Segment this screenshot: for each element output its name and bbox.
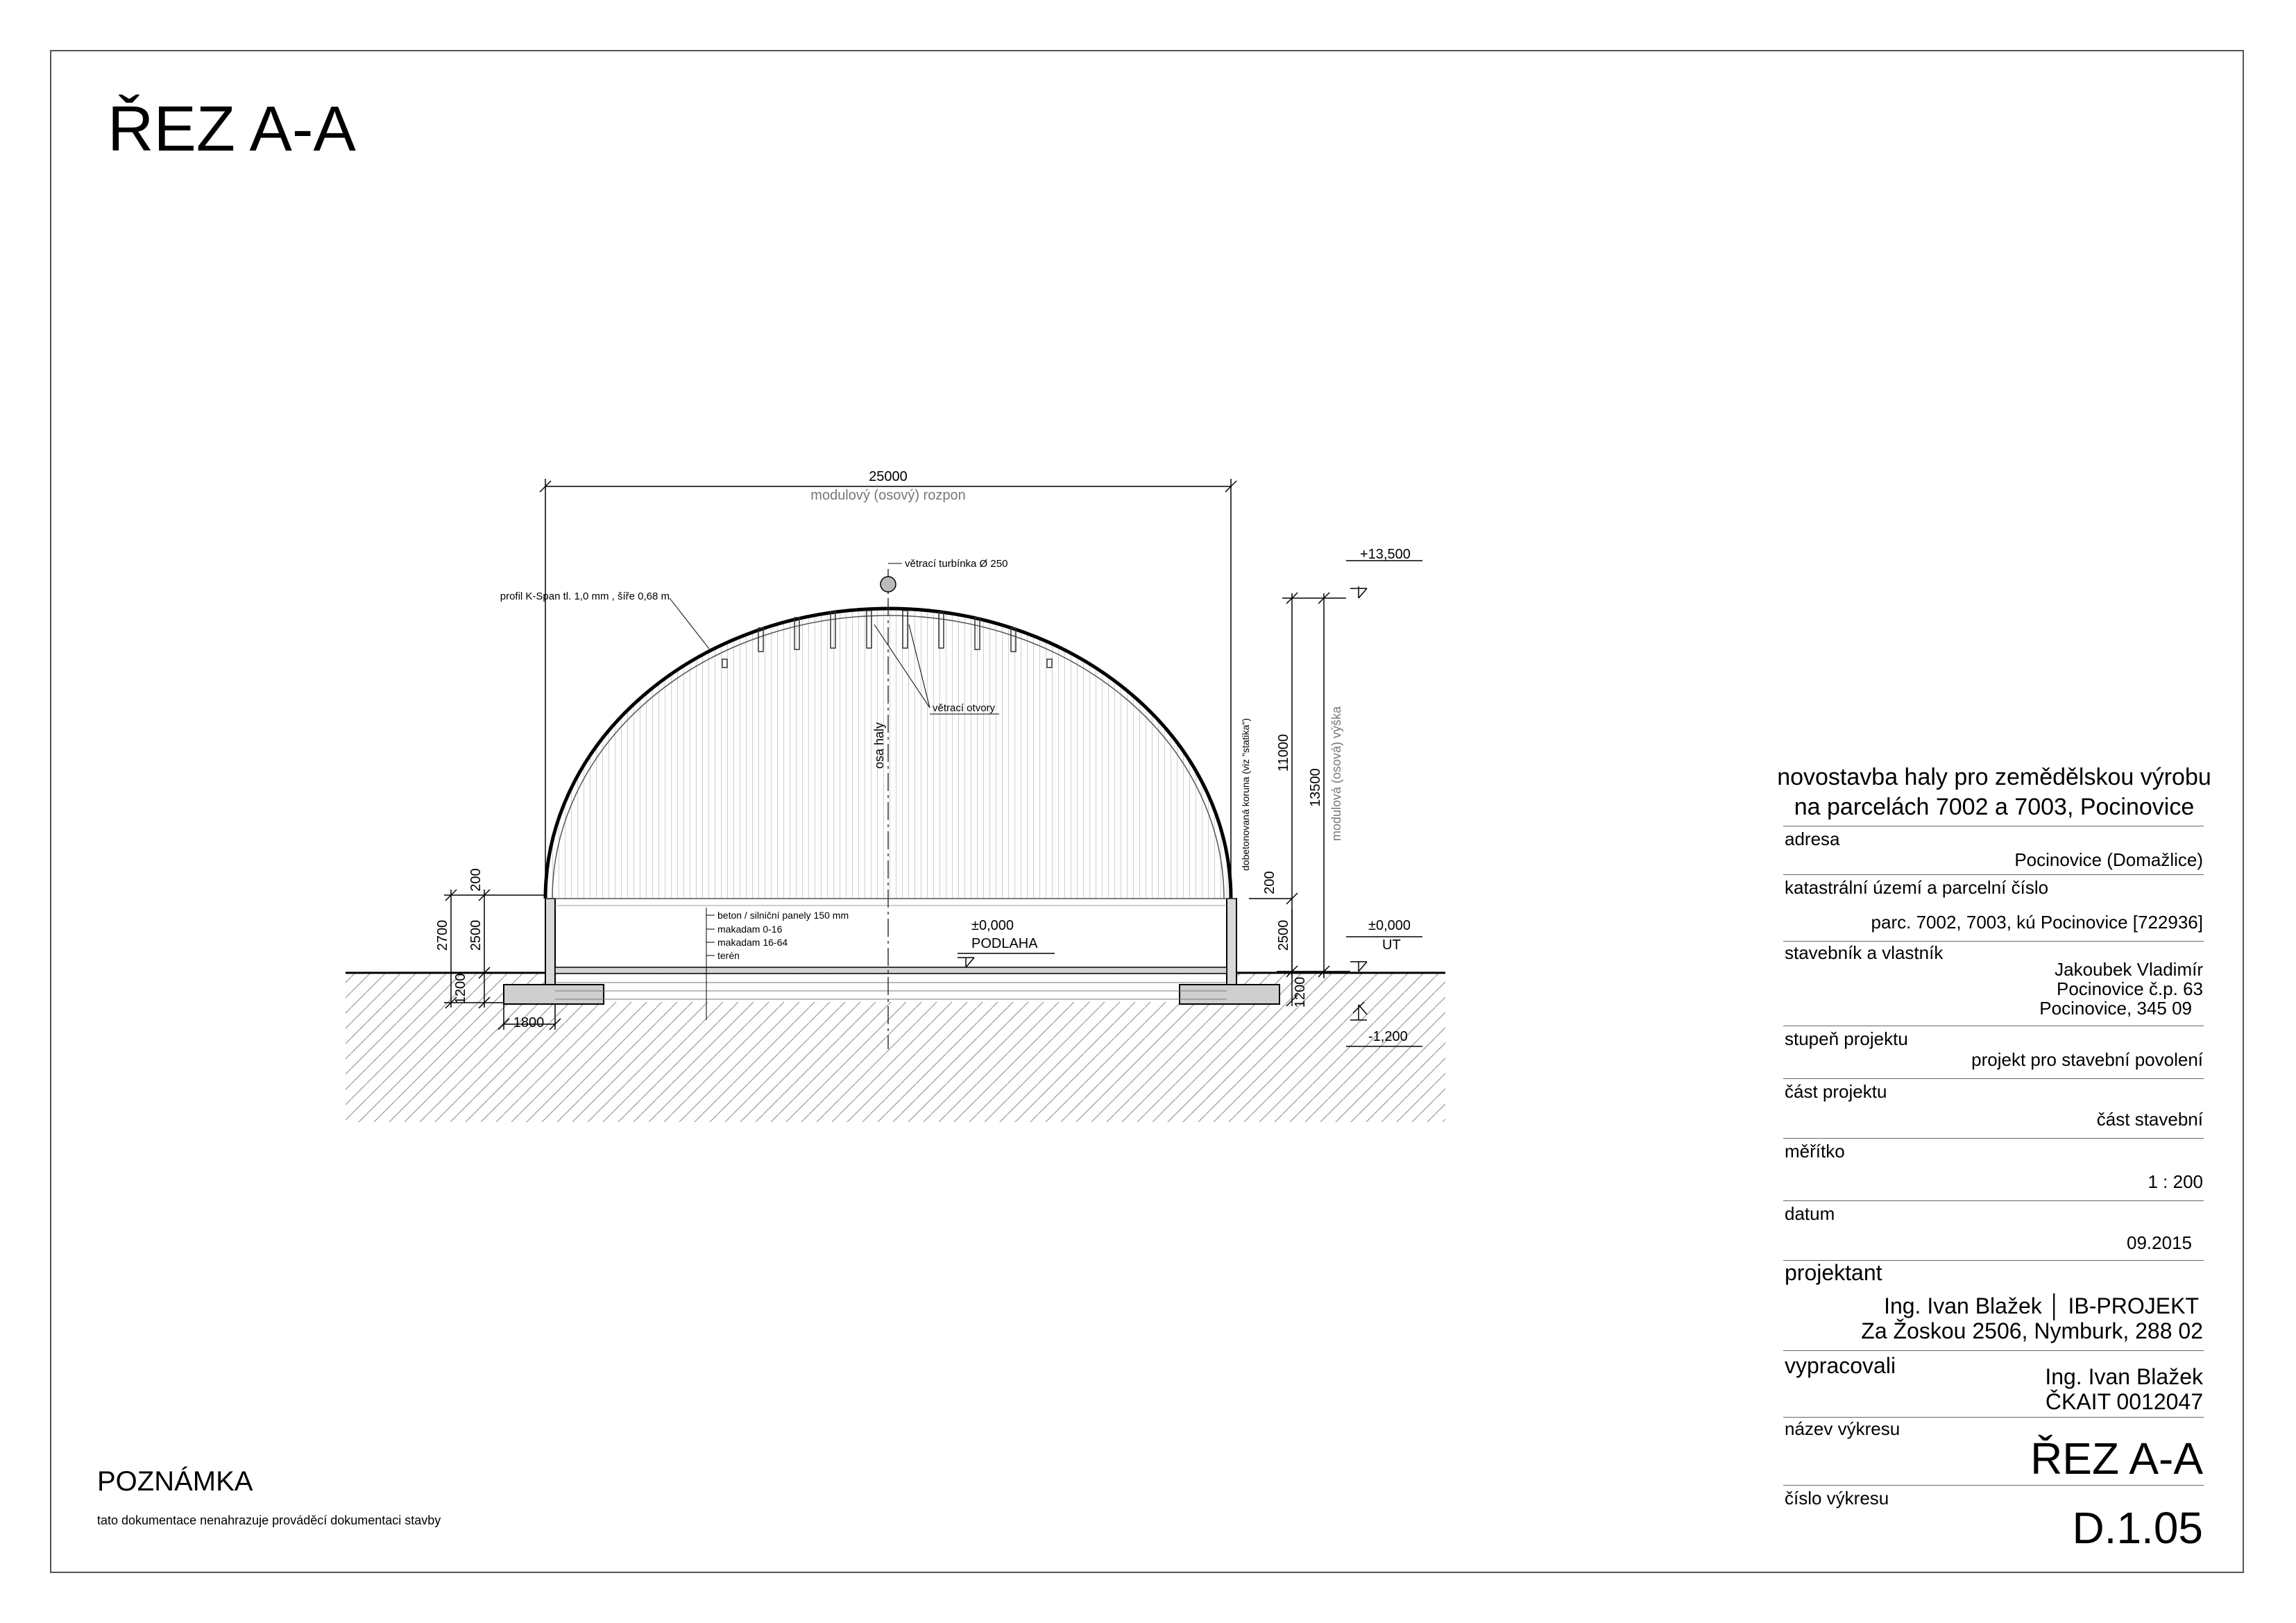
owner-line3: Pocinovice, 345 09 <box>2039 998 2192 1019</box>
designer-label: projektant <box>1785 1260 1882 1285</box>
drawing-no-value: D.1.05 <box>2072 1503 2203 1553</box>
dim-11000: 11000 <box>1276 733 1291 772</box>
layer-1: beton / silniční panely 150 mm <box>717 910 849 921</box>
project-title-1: novostavba haly pro zemědělskou výrobu <box>1777 764 2211 790</box>
profile-leader <box>670 598 709 649</box>
owner-line1: Jakoubek Vladimír <box>2055 959 2203 980</box>
foundation-right <box>1180 985 1279 1004</box>
floor-slab <box>555 967 1227 974</box>
span-dim-value: 25000 <box>869 469 908 484</box>
drawing-no-label: číslo výkresu <box>1785 1488 1889 1509</box>
designer-line1: Ing. Ivan Blažek │ IB-PROJEKT <box>1884 1293 2199 1318</box>
dim-2500-left: 2500 <box>468 919 484 951</box>
address-value: Pocinovice (Domažlice) <box>2014 849 2203 870</box>
stage-value: projekt pro stavební povolení <box>1971 1049 2203 1070</box>
span-dim-label: modulový (osový) rozpon <box>810 488 966 503</box>
profile-label: profil K-Span tl. 1,0 mm , šíře 0,68 m <box>500 590 670 602</box>
level-ut: UT <box>1382 937 1401 953</box>
stage-label: stupeň projektu <box>1785 1028 1908 1049</box>
level-zero: ±0,000 <box>1368 918 1411 933</box>
scale-value: 1 : 200 <box>2148 1171 2203 1192</box>
dim-200-right: 200 <box>1262 871 1277 894</box>
note-text: tato dokumentace nenahrazuje prováděcí dokumentaci stavby <box>97 1513 441 1527</box>
sheet-title: ŘEZ A-A <box>108 94 356 164</box>
turbine-label: větrací turbínka Ø 250 <box>905 558 1008 570</box>
axis-label: osa haly <box>872 722 886 769</box>
wall-left <box>545 899 555 985</box>
floor-label: PODLAHA <box>971 936 1038 951</box>
part-label: část projektu <box>1785 1081 1887 1102</box>
prepared-line1: Ing. Ivan Blažek <box>2045 1364 2203 1389</box>
dim-200-left: 200 <box>468 868 484 892</box>
cadastre-label: katastrální území a parcelní číslo <box>1785 877 2049 898</box>
designer-line2: Za Žoskou 2506, Nymburk, 288 02 <box>1861 1318 2203 1343</box>
owner-line2: Pocinovice č.p. 63 <box>2056 978 2203 999</box>
wall-right <box>1227 899 1236 985</box>
level-top: +13,500 <box>1360 547 1411 562</box>
drawing-name-label: název výkresu <box>1785 1418 1900 1439</box>
level-bottom: -1,200 <box>1368 1029 1408 1044</box>
project-title-2: na parcelách 7002 a 7003, Pocinovice <box>1794 794 2195 820</box>
vents-label: větrací otvory <box>933 702 996 714</box>
prepared-line2: ČKAIT 0012047 <box>2045 1389 2203 1414</box>
dim-1800: 1800 <box>513 1015 545 1030</box>
owner-label: stavebník a vlastník <box>1785 942 1944 963</box>
dim-1200-right: 1200 <box>1293 976 1308 1008</box>
hall-interior-soil <box>555 974 1228 1002</box>
cadastre-value: parc. 7002, 7003, kú Pocinovice [722936] <box>1871 912 2203 933</box>
layer-3: makadam 16-64 <box>717 937 788 948</box>
part-value: část stavební <box>2096 1109 2203 1130</box>
scale-label: měřítko <box>1785 1141 1845 1162</box>
dim-2700-left: 2700 <box>435 919 450 951</box>
turbine-icon <box>881 577 896 592</box>
drawing-name-value: ŘEZ A-A <box>2030 1434 2203 1484</box>
date-label: datum <box>1785 1203 1835 1224</box>
layer-4: terén <box>717 950 740 961</box>
dim-2500-right: 2500 <box>1276 919 1291 951</box>
address-label: adresa <box>1785 829 1840 849</box>
dim-1200-left: 1200 <box>453 973 468 1005</box>
foundation-left <box>504 985 604 1004</box>
height-label: modulová (osová) výška <box>1329 706 1343 842</box>
date-value: 09.2015 <box>2127 1232 2192 1253</box>
note-title: POZNÁMKA <box>97 1466 253 1497</box>
prepared-label: vypracovali <box>1785 1353 1896 1378</box>
layer-2: makadam 0-16 <box>717 924 783 935</box>
dim-13500: 13500 <box>1308 768 1323 807</box>
crown-label: dobetonovaná koruna (viz "statika") <box>1240 717 1251 871</box>
floor-zero: ±0,000 <box>971 918 1014 933</box>
